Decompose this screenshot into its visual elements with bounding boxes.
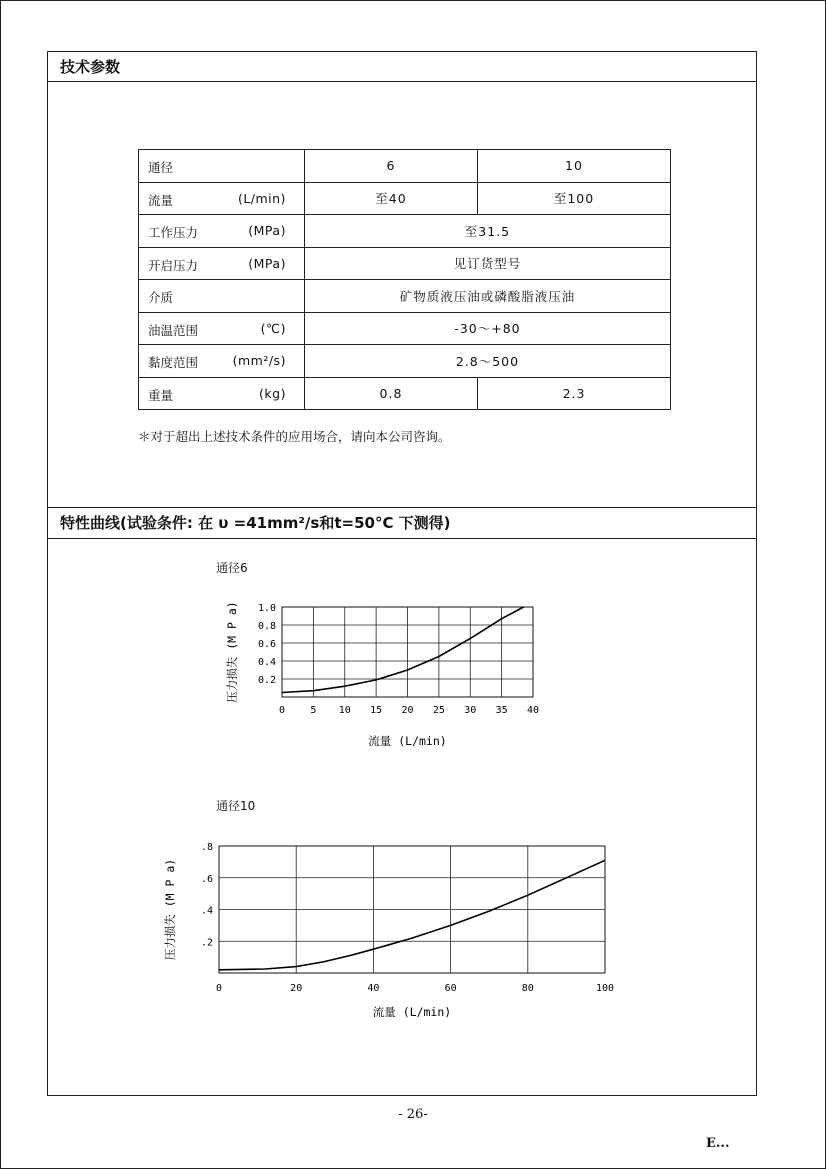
x-axis-label: 流量 (L/min) — [372, 1005, 452, 1019]
spec-value: 见订货型号 — [304, 247, 670, 280]
spec-name: 通径 — [148, 160, 174, 175]
x-tick-label: 35 — [495, 705, 508, 716]
spec-value: 10 — [478, 150, 671, 183]
spec-name: 介质 — [148, 290, 174, 305]
chart2-title: 通径10 — [216, 799, 256, 813]
spec-name: 重量 — [148, 387, 174, 403]
spec-value: 至40 — [304, 182, 477, 215]
spec-unit: (MPa) — [248, 223, 286, 238]
spec-name: 流量 — [148, 192, 174, 208]
y-tick-label: 0.2 — [257, 675, 276, 686]
spec-unit: (MPa) — [248, 255, 286, 271]
x-tick-label: 10 — [338, 705, 351, 716]
y-tick-label: 0.4 — [257, 657, 276, 668]
chart-1-diameter-6 — [225, 601, 539, 748]
spec-unit: (℃) — [260, 320, 286, 336]
x-tick-label: 60 — [444, 983, 457, 994]
spec-name: 黏度范围 — [148, 355, 199, 370]
x-tick-label: 40 — [526, 705, 540, 716]
spec-unit: (mm²/s) — [232, 353, 286, 368]
section-title-curves: 特性曲线(试验条件: 在 υ =41mm²/s和t=50°C 下测得) — [48, 507, 756, 539]
spec-value: 6 — [304, 150, 477, 183]
x-tick-label: 20 — [401, 705, 414, 716]
spec-name: 开启压力 — [148, 257, 199, 273]
y-axis-label: 压力损失 (M P a) — [163, 858, 177, 961]
x-tick-label: 0 — [278, 705, 286, 716]
y-tick-label: 0.6 — [257, 639, 276, 650]
x-tick-label: 25 — [432, 705, 445, 716]
x-tick-label: 20 — [290, 983, 303, 994]
spec-value: 矿物质液压油或磷酸脂液压油 — [304, 280, 670, 313]
y-axis-label: 压力损失 (M P a) — [225, 601, 239, 703]
chart1-title: 通径6 — [216, 561, 248, 575]
x-tick-label: 5 — [310, 705, 317, 716]
x-tick-label: 80 — [521, 983, 534, 994]
spec-value: 2.8～500 — [304, 345, 670, 378]
series-line — [219, 860, 605, 970]
spec-value: 0.8 — [304, 377, 477, 410]
y-tick-label: .6 — [200, 873, 213, 885]
chart-2-diameter-10 — [163, 842, 614, 1019]
y-tick-label: 0.8 — [257, 621, 276, 632]
spec-unit: (L/min) — [237, 190, 286, 206]
spec-value: 至100 — [478, 182, 671, 215]
x-tick-label: 30 — [464, 705, 477, 716]
section-title-tech-params: 技术参数 — [48, 52, 756, 82]
corner-mark: E... — [706, 1136, 730, 1151]
page-number: - 26- — [398, 1107, 428, 1122]
spec-value: 2.3 — [478, 377, 671, 410]
x-tick-label: 40 — [367, 983, 380, 994]
series-line — [282, 607, 524, 693]
spec-name: 工作压力 — [148, 225, 199, 240]
y-tick-label: .4 — [200, 905, 213, 917]
x-tick-label: 15 — [370, 705, 383, 716]
spec-value: -30～+80 — [304, 312, 670, 345]
spec-unit: (kg) — [259, 385, 286, 401]
x-axis-label: 流量 (L/min) — [368, 734, 447, 748]
x-tick-label: 0 — [215, 983, 223, 994]
y-tick-label: .8 — [200, 842, 213, 853]
spec-note: ＊对于超出上述技术条件的应用场合，请向本公司咨询。 — [138, 429, 451, 444]
x-tick-label: 100 — [595, 983, 615, 994]
y-tick-label: 1.0 — [257, 603, 276, 614]
spec-value: 至31.5 — [304, 215, 670, 248]
spec-name: 油温范围 — [148, 322, 199, 338]
y-tick-label: .2 — [200, 937, 213, 949]
